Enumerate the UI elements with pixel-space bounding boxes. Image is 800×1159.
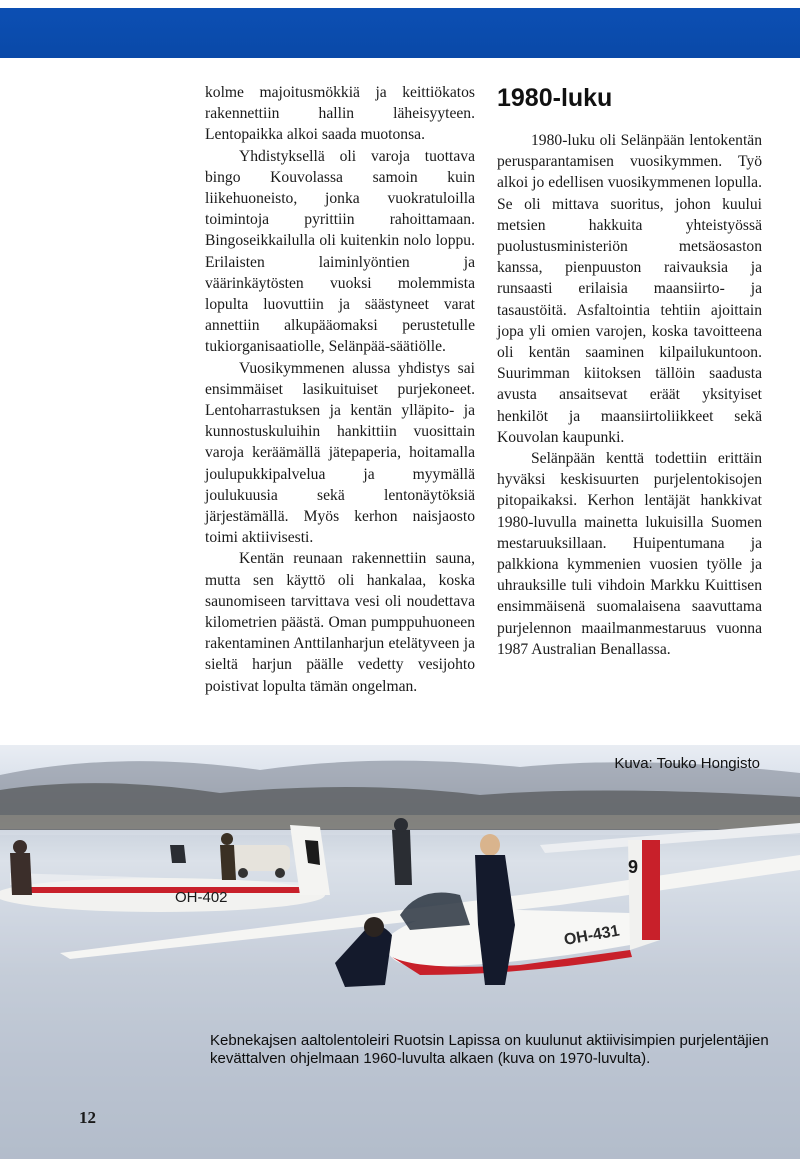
section-heading: 1980-luku (497, 84, 613, 112)
glider-registration-left: OH-402 (175, 889, 228, 906)
photo-caption: Kebnekajsen aaltolentoleiri Ruotsin Lapissa on kuulunut aktiivisimpien purjelentäjien kevättalven ohjelmaan 1960-luvulta alkaen (kuva on 1970-luvulta). (210, 1032, 769, 1067)
tail-mark: 9 (628, 857, 639, 877)
paragraph: Vuosikymmenen alussa yhdistys sai ensimmäiset lasikuituiset purjekoneet. Lentoharrastuksen ja kentän ylläpito- ja kunnostuskuluihin hankittiin vuosittain varoja keräämällä jätepaperia, hoitamalla joulupukkipalvelua ja myymällä joulukuusia sekä lentonäytöksiä järjestämällä. Myös kerhon naisjaosto toimi aktiivisesti. (205, 359, 475, 547)
right-text-column (497, 130, 762, 660)
paragraph: Yhdistyksellä oli varoja tuottava bingo Kouvolassa samoin kuin liikehuoneisto, jonka vuokratuloilla toimintoja pyrittiin rahoittamaan. Bingoseikkailulla oli kuitenkin nolo loppu. Erilaisten laiminlyöntien ja väärinkäytösten vuoksi molemmista lopulta luovuttiin ja säästyneet varat annettiin alkupääomaksi perustetulle tukiorganisaatiolle, Selänpää-säätiölle. (205, 147, 475, 356)
paragraph: 1980-luku oli Selänpään lentokentän perusparantamisen vuosikymmen. Työ alkoi jo edellisen vuosikymmenen lopulla. Se oli mittava suoritus, johon kuului metsien hakkuita yhteistyössä puolustusministeriön metsäosaston kanssa, pienpuuston raivauksia ja runsaasti erilaisia maansiirto- ja tasaustöitä. Asfaltointia tehtiin ajoittain jopa yli omien varojen, koska tavoitteena oli kentän saaminen kilpailukuntoon. Suurimman kiitoksen tällöin saadusta avusta ansaitsevat eräät yksityiset henkilöt ja maansiirtoliikkeet sekä Kouvolan kaupunki. (497, 132, 762, 446)
left-text-column (205, 82, 475, 697)
photo-illustration (0, 745, 800, 1159)
paragraph: kolme majoitusmökkiä ja keittiökatos rakennettiin hallin läheisyyteen. Lentopaikka alkoi saada muotonsa. (205, 84, 475, 144)
photo-credit: Kuva: Touko Hongisto (614, 755, 760, 772)
glider-photo (0, 745, 800, 1159)
paragraph: Selänpään kenttä todettiin erittäin hyväksi keskisuurten purjelentokisojen pitopaikaksi. Kerhon lentäjät hankkivat 1980-luvulla mainetta lukuisilla Suomen mestaruuksillaan. Huipentumana ja palkkiona kymmenien vuosien työlle ja uhrauksille tuli vihdoin Markku Kuittisen ensimmäisenä suomalaisena saavuttama purjelennon maailmanmestaruus vuonna 1987 Australian Benallassa. (497, 450, 762, 658)
glider-registration-right: OH-431 (562, 922, 621, 949)
header-band (0, 0, 800, 58)
page-number: 12 (79, 1108, 96, 1127)
paragraph: Kentän reunaan rakennettiin sauna, mutta sen käyttö oli hankalaa, koska saunomiseen tarvittava vesi oli noudettava kilometrien päästä. Oman pumppuhuoneen rakentaminen Anttilanharjun etelätyveen ja sieltä harjun päälle vedetty vesijohto poistivat lopulta tämän ongelman. (205, 550, 475, 695)
